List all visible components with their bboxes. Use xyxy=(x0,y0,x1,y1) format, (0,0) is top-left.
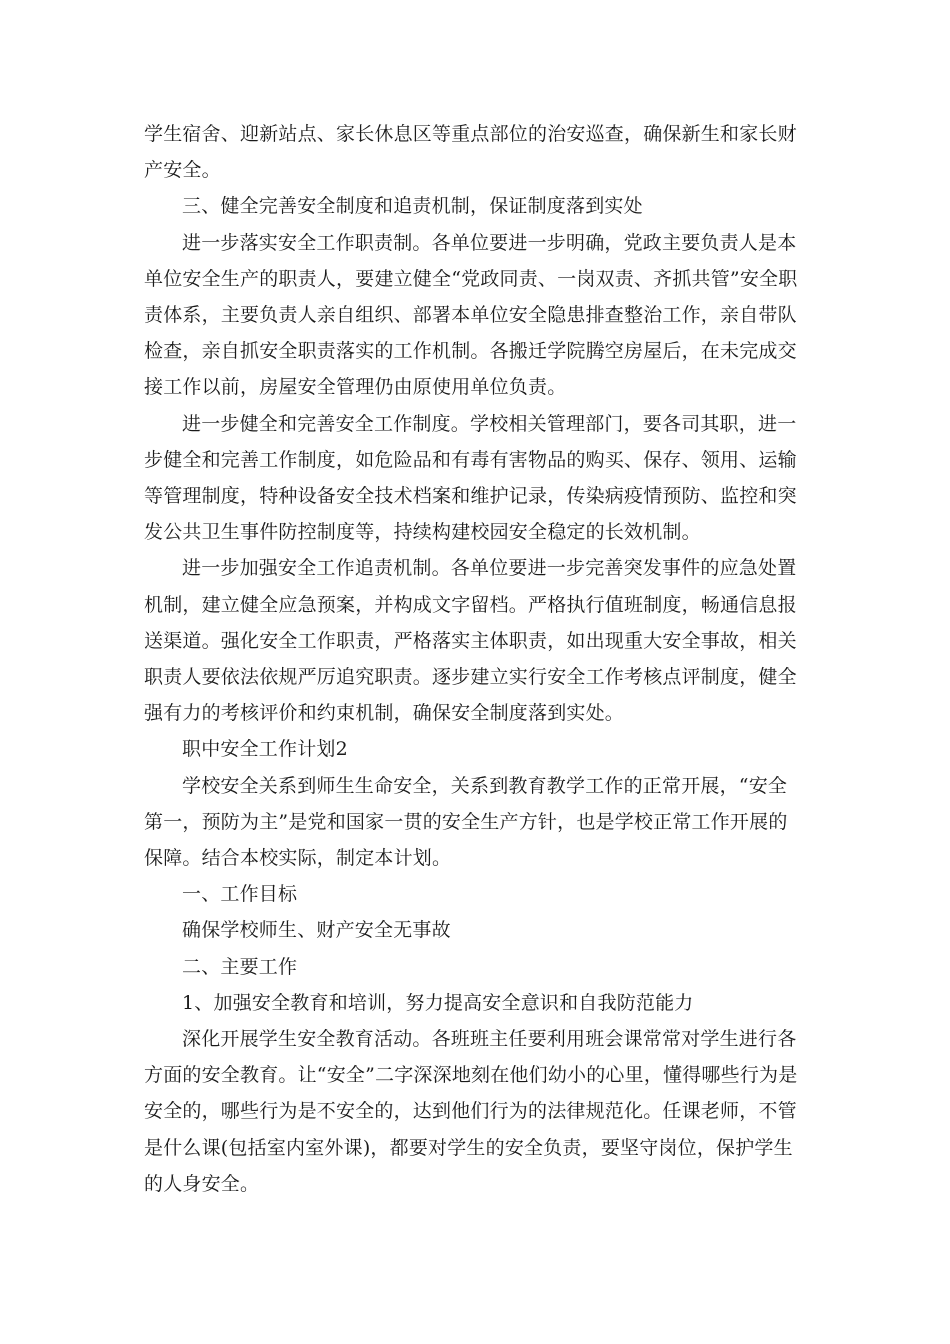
subheading-education: 1、加强安全教育和培训，努力提高安全意识和自我防范能力 xyxy=(182,991,694,1014)
paragraph-intro: 学校安全关系到师生生命安全，关系到教育教学工作的正常开展，“安全第一，预防为主”是党和国家一贯的安全生产方针，也是学校正常工作开展的保障。结合本校实际，制定本计划。 xyxy=(144,774,788,870)
plan-title-2: 职中安全工作计划2 xyxy=(182,738,348,761)
document-body xyxy=(144,116,806,1202)
section-heading-main-work: 二、主要工作 xyxy=(182,955,298,978)
section-heading-three: 三、健全完善安全制度和追责机制，保证制度落到实处 xyxy=(182,195,643,218)
paragraph-continuation: 学生宿舍、迎新站点、家长休息区等重点部位的治安巡查，确保新生和家长财产安全。 xyxy=(144,123,797,182)
paragraph-responsibility: 进一步落实安全工作职责制。各单位要进一步明确，党政主要负责人是本单位安全生产的职责人，要建立健全“党政同责、一岗双责、齐抓共管”安全职责体系，主要负责人亲自组织、部署本单位安全隐患排查整治工作，亲自带队检查，亲自抓安全职责落实的工作机制。各搬迁学院腾空房屋后，在未完成交接工作以前，房屋安全管理仍由原使用单位负责。 xyxy=(144,231,798,399)
section-heading-goal: 一、工作目标 xyxy=(182,883,298,906)
paragraph-accountability: 进一步加强安全工作追责机制。各单位要进一步完善突发事件的应急处置机制，建立健全应急预案，并构成文字留档。严格执行值班制度，畅通信息报送渠道。强化安全工作职责，严格落实主体职责，如出现重大安全事故，相关职责人要依法依规严厉追究职责。逐步建立实行安全工作考核点评制度，健全强有力的考核评价和约束机制，确保安全制度落到实处。 xyxy=(144,557,797,725)
paragraph-education: 深化开展学生安全教育活动。各班班主任要利用班会课常常对学生进行各方面的安全教育。让“安全”二字深深地刻在他们幼小的心里，懂得哪些行为是安全的，哪些行为是不安全的，达到他们行为的法律规范化。任课老师，不管是什么课(包括室内室外课)，都要对学生的安全负责，要坚守岗位，保护学生的人身安全。 xyxy=(144,1028,798,1195)
paragraph-goal: 确保学校师生、财产安全无事故 xyxy=(182,919,451,942)
paragraph-system: 进一步健全和完善安全工作制度。学校相关管理部门，要各司其职，进一步健全和完善工作制度，如危险品和有毒有害物品的购买、保存、领用、运输等管理制度，特种设备安全技术档案和维护记录，传染病疫情预防、监控和突发公共卫生事件防控制度等，持续构建校园安全稳定的长效机制。 xyxy=(144,412,797,544)
